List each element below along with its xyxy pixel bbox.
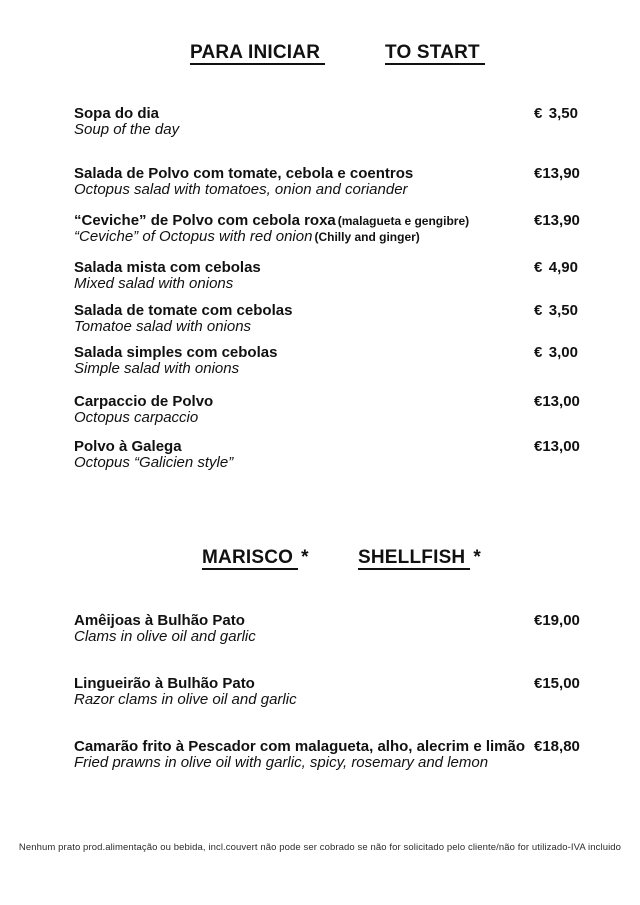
menu-item-polvo-galega <box>74 439 578 471</box>
item-name-pt: Salada de Polvo com tomate, cebola e coentros <box>74 165 414 182</box>
price-amount: 4,90 <box>548 259 578 276</box>
euro-symbol: € <box>534 438 543 455</box>
item-price <box>534 345 578 361</box>
item-name-pt: Carpaccio de Polvo <box>74 393 214 410</box>
price-amount: 15,00 <box>542 675 580 692</box>
menu-item-salada-polvo <box>74 166 578 198</box>
section-title-marisco <box>202 547 309 570</box>
price-amount: 18,80 <box>542 738 580 755</box>
price-amount: 3,50 <box>548 302 578 319</box>
item-desc-en: Mixed salad with onions <box>74 275 234 292</box>
menu-item-ameijoas <box>74 613 578 645</box>
item-name-pt: Sopa do dia <box>74 105 160 122</box>
item-name-pt: Lingueirão à Bulhão Pato <box>74 675 255 692</box>
item-desc-en: Octopus “Galicien style” <box>74 454 234 471</box>
menu-item-salada-tomate <box>74 303 578 335</box>
item-price <box>534 394 578 410</box>
menu-item-salada-mista <box>74 260 578 292</box>
footer-note: Nenhum prato prod.alimentação ou bebida, incl.couvert não pode ser cobrado se não for solicitado pelo cliente/não for utilizado-IVA incluido <box>18 842 622 853</box>
item-name-pt: Polvo à Galega <box>74 438 182 455</box>
item-note-en: (Chilly and ginger) <box>314 230 420 244</box>
item-name-pt: Camarão frito à Pescador com malagueta, alho, alecrim e limão <box>74 738 526 755</box>
item-name-pt: “Ceviche” de Polvo com cebola roxa <box>74 212 336 229</box>
item-name-pt: Amêijoas à Bulhão Pato <box>74 612 245 629</box>
item-desc-en: Razor clams in olive oil and garlic <box>74 691 297 708</box>
section-title-pt-asterisk: * <box>301 547 309 568</box>
item-price <box>534 106 578 122</box>
menu-item-sopa <box>74 106 578 138</box>
item-name-pt: Salada de tomate com cebolas <box>74 302 293 319</box>
price-amount: 13,90 <box>542 212 580 229</box>
item-desc-en: Soup of the day <box>74 121 180 138</box>
item-desc-en: Simple salad with onions <box>74 360 240 377</box>
item-price <box>534 439 578 455</box>
price-amount: 13,00 <box>542 438 580 455</box>
euro-symbol: € <box>534 612 543 629</box>
price-amount: 3,50 <box>548 105 578 122</box>
item-name-pt: Salada simples com cebolas <box>74 344 278 361</box>
item-price <box>534 213 578 229</box>
price-amount: 13,90 <box>542 165 580 182</box>
item-name-pt: Salada mista com cebolas <box>74 259 261 276</box>
item-desc-en: Octopus carpaccio <box>74 409 199 426</box>
item-price <box>534 739 578 755</box>
item-price <box>534 676 578 692</box>
item-desc-en: “Ceviche” of Octopus with red onion <box>74 228 313 245</box>
item-note-pt: (malagueta e gengibre) <box>337 214 470 228</box>
item-price <box>534 166 578 182</box>
euro-symbol: € <box>534 344 543 361</box>
menu-item-camarao <box>74 739 578 771</box>
section-title-en-text: TO START <box>385 42 485 65</box>
euro-symbol: € <box>534 302 543 319</box>
section-title-pt-text: PARA INICIAR <box>190 42 325 65</box>
item-price <box>534 260 578 276</box>
item-desc-en: Fried prawns in olive oil with garlic, spicy, rosemary and lemon <box>74 754 489 771</box>
section-title-para-iniciar <box>190 42 328 65</box>
euro-symbol: € <box>534 105 543 122</box>
section-title-en-asterisk: * <box>473 547 481 568</box>
menu-item-salada-simples <box>74 345 578 377</box>
item-price <box>534 303 578 319</box>
euro-symbol: € <box>534 212 543 229</box>
menu-item-lingueirao <box>74 676 578 708</box>
item-desc-en: Clams in olive oil and garlic <box>74 628 256 645</box>
item-desc-en: Tomatoe salad with onions <box>74 318 252 335</box>
price-amount: 3,00 <box>548 344 578 361</box>
euro-symbol: € <box>534 738 543 755</box>
euro-symbol: € <box>534 259 543 276</box>
section-title-pt-text: MARISCO <box>202 547 298 570</box>
item-desc-en: Octopus salad with tomatoes, onion and coriander <box>74 181 408 198</box>
price-amount: 19,00 <box>542 612 580 629</box>
section-title-en-text: SHELLFISH <box>358 547 470 570</box>
euro-symbol: € <box>534 675 543 692</box>
price-amount: 13,00 <box>542 393 580 410</box>
euro-symbol: € <box>534 165 543 182</box>
item-price <box>534 613 578 629</box>
section-title-shellfish <box>358 547 481 570</box>
section-title-to-start <box>385 42 488 65</box>
euro-symbol: € <box>534 393 543 410</box>
menu-item-carpaccio <box>74 394 578 426</box>
menu-item-ceviche <box>74 213 578 245</box>
